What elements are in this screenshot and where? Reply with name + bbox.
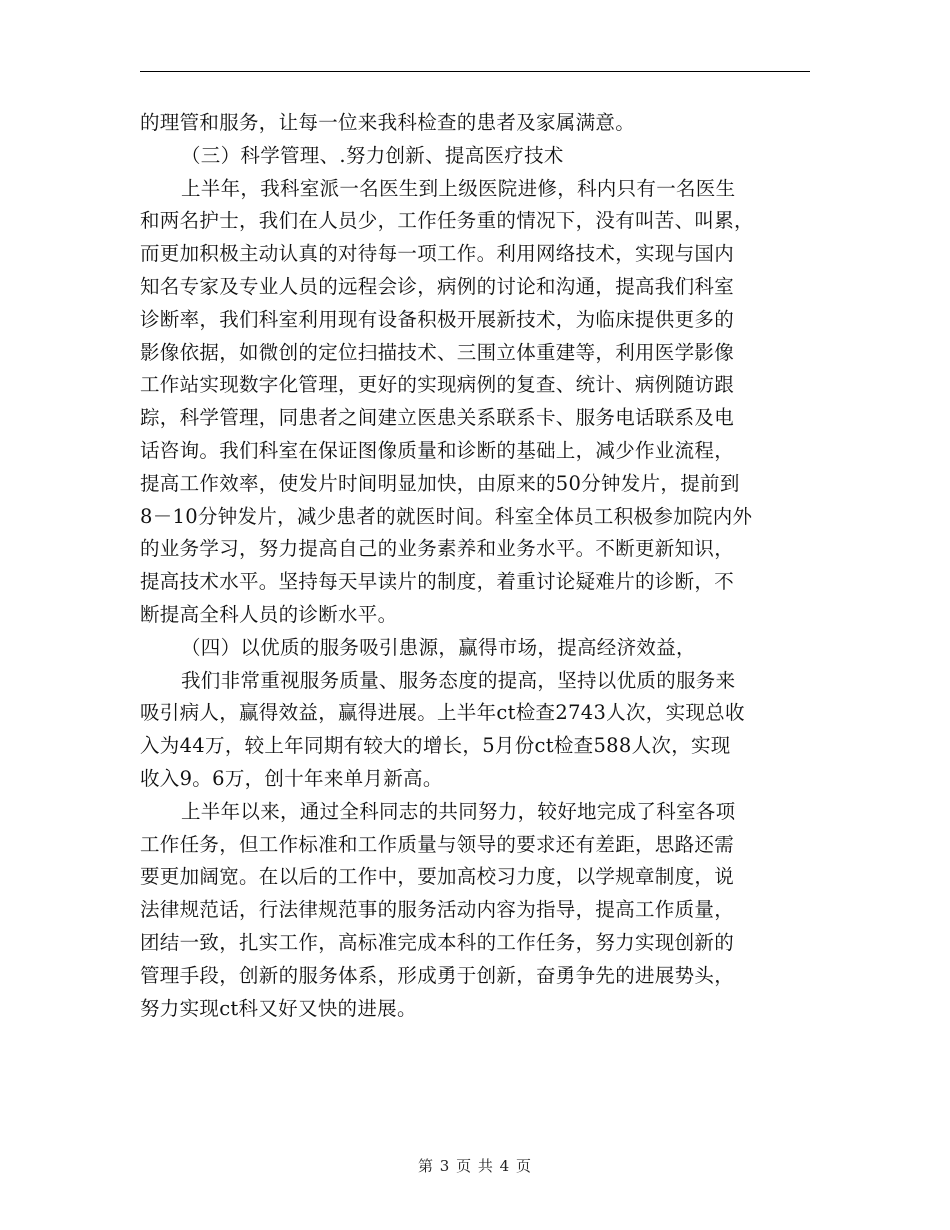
document-body xyxy=(140,107,812,1025)
text-line: 话咨询。我们科室在保证图像质量和诊断的基础上，减少作业流程， xyxy=(140,438,735,462)
text-line: 和两名护士，我们在人员少，工作任务重的情况下，没有叫苦、叫累， xyxy=(140,209,754,233)
text-line: 知名专家及专业人员的远程会诊，病例的讨论和沟通，提高我们科室 xyxy=(140,274,735,298)
text-line: 的业务学习，努力提高自己的业务素养和业务水平。不断更新知识， xyxy=(140,537,735,561)
text-line: 努力实现ct科又好又快的进展。 xyxy=(140,996,417,1020)
text-line: 吸引病人，赢得效益，赢得进展。上半年ct检查2743人次，实现总收 xyxy=(140,701,745,725)
text-line: 法律规范话，行法律规范事的服务活动内容为指导，提高工作质量， xyxy=(140,898,735,922)
text-line: 8－10分钟发片，减少患者的就医时间。科室全体员工积极参加院内外 xyxy=(140,504,753,528)
text-line: 诊断率，我们科室利用现有设备积极开展新技术，为临床提供更多的 xyxy=(140,307,735,331)
section-heading-4: （四）以优质的服务吸引患源，赢得市场，提高经济效益， xyxy=(181,635,696,659)
text-line: 提高技术水平。坚持每天早读片的制度，着重讨论疑难片的诊断，不 xyxy=(140,570,735,594)
page-number-footer: 第 3 页 共 4 页 xyxy=(418,1157,532,1175)
section-heading-3: （三）科学管理、.努力创新、提高医疗技术 xyxy=(181,143,564,167)
text-line: 工作任务，但工作标准和工作质量与领导的要求还有差距，思路还需 xyxy=(140,832,735,856)
text-line: 而更加积极主动认真的对待每一项工作。利用网络技术，实现与国内 xyxy=(140,242,735,266)
text-line: 收入9。6万，创十年来单月新高。 xyxy=(140,766,443,790)
text-line: 团结一致，扎实工作，高标准完成本科的工作任务，努力实现创新的 xyxy=(140,930,735,954)
text-line: 影像依据，如微创的定位扫描技术、三围立体重建等，利用医学影像 xyxy=(140,340,735,364)
text-line: 上半年，我科室派一名医生到上级医院进修，科内只有一名医生 xyxy=(181,176,736,200)
text-line: 踪，科学管理，同患者之间建立医患关系联系卡、服务电话联系及电 xyxy=(140,406,735,430)
header-divider xyxy=(140,71,810,72)
text-line: 要更加阔宽。在以后的工作中，要加高校习力度，以学规章制度，说 xyxy=(140,865,735,889)
text-line: 入为44万，较上年同期有较大的增长，5月份ct检查588人次，实现 xyxy=(140,734,731,758)
text-line: 上半年以来，通过全科同志的共同努力，较好地完成了科室各项 xyxy=(181,799,736,823)
text-line: 我们非常重视服务质量、服务态度的提高，坚持以优质的服务来 xyxy=(181,668,736,692)
text-line: 断提高全科人员的诊断水平。 xyxy=(140,602,398,626)
text-line: 的理管和服务，让每一位来我科检查的患者及家属满意。 xyxy=(140,111,636,134)
text-line: 管理手段，创新的服务体系，形成勇于创新，奋勇争先的进展势头， xyxy=(140,963,735,987)
text-line: 提高工作效率，使发片时间明显加快，由原来的50分钟发片，提前到 xyxy=(140,471,740,495)
text-line: 工作站实现数字化管理，更好的实现病例的复查、统计、病例随访跟 xyxy=(140,373,735,397)
